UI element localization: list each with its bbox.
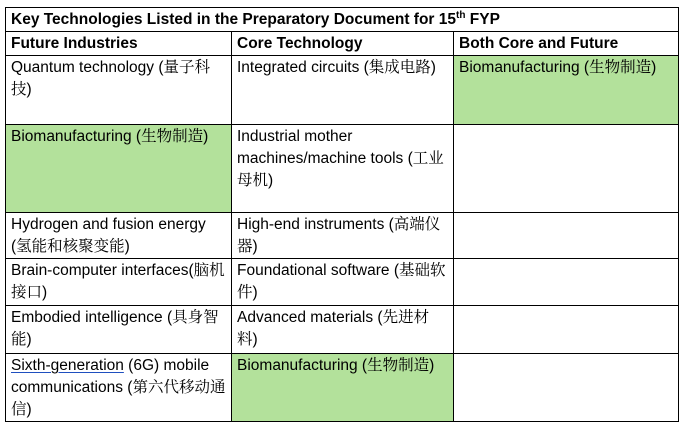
- cell-both-empty: [454, 213, 679, 259]
- cell-both-highlighted: Biomanufacturing (生物制造): [454, 56, 679, 125]
- table-title-prefix: Key Technologies Listed in the Preparatory Document for 15: [11, 11, 457, 28]
- cell-future-highlighted: Biomanufacturing (生物制造): [6, 125, 232, 213]
- sixth-generation-text: Sixth-generation: [11, 357, 124, 374]
- header-row: [6, 32, 679, 56]
- cell-future: Brain-computer interfaces(脑机接口): [6, 259, 232, 306]
- table-row: [6, 259, 679, 306]
- cell-core: Foundational software (基础软件): [232, 259, 454, 306]
- table-row: [6, 213, 679, 259]
- cell-both-empty: [454, 354, 679, 422]
- key-technologies-table: [5, 7, 679, 422]
- cell-core-highlighted: Biomanufacturing (生物制造): [232, 354, 454, 422]
- cell-future: Quantum technology (量子科技): [6, 56, 232, 125]
- table-row: [6, 306, 679, 354]
- cell-core: Integrated circuits (集成电路): [232, 56, 454, 125]
- cell-core: High-end instruments (高端仪器): [232, 213, 454, 259]
- cell-both-empty: [454, 125, 679, 213]
- title-row: [6, 8, 679, 32]
- header-core-technology: Core Technology: [232, 32, 454, 56]
- header-future-industries: Future Industries: [6, 32, 232, 56]
- mobile-communications-text: (6G) mobile communications (第六代移动通信): [11, 357, 226, 418]
- table-row: [6, 354, 679, 422]
- cell-both-empty: [454, 259, 679, 306]
- table-title-suffix: FYP: [465, 11, 500, 28]
- table-title: [6, 8, 679, 32]
- table-row: [6, 125, 679, 213]
- header-both-core-and-future: Both Core and Future: [454, 32, 679, 56]
- cell-core: Advanced materials (先进材料): [232, 306, 454, 354]
- cell-future: Hydrogen and fusion energy (氢能和核聚变能): [6, 213, 232, 259]
- table-title-sup: th: [456, 9, 466, 21]
- cell-both-empty: [454, 306, 679, 354]
- cell-future: [6, 354, 232, 422]
- table-row: [6, 56, 679, 125]
- cell-future: Embodied intelligence (具身智能): [6, 306, 232, 354]
- cell-core: Industrial mother machines/machine tools (工业母机): [232, 125, 454, 213]
